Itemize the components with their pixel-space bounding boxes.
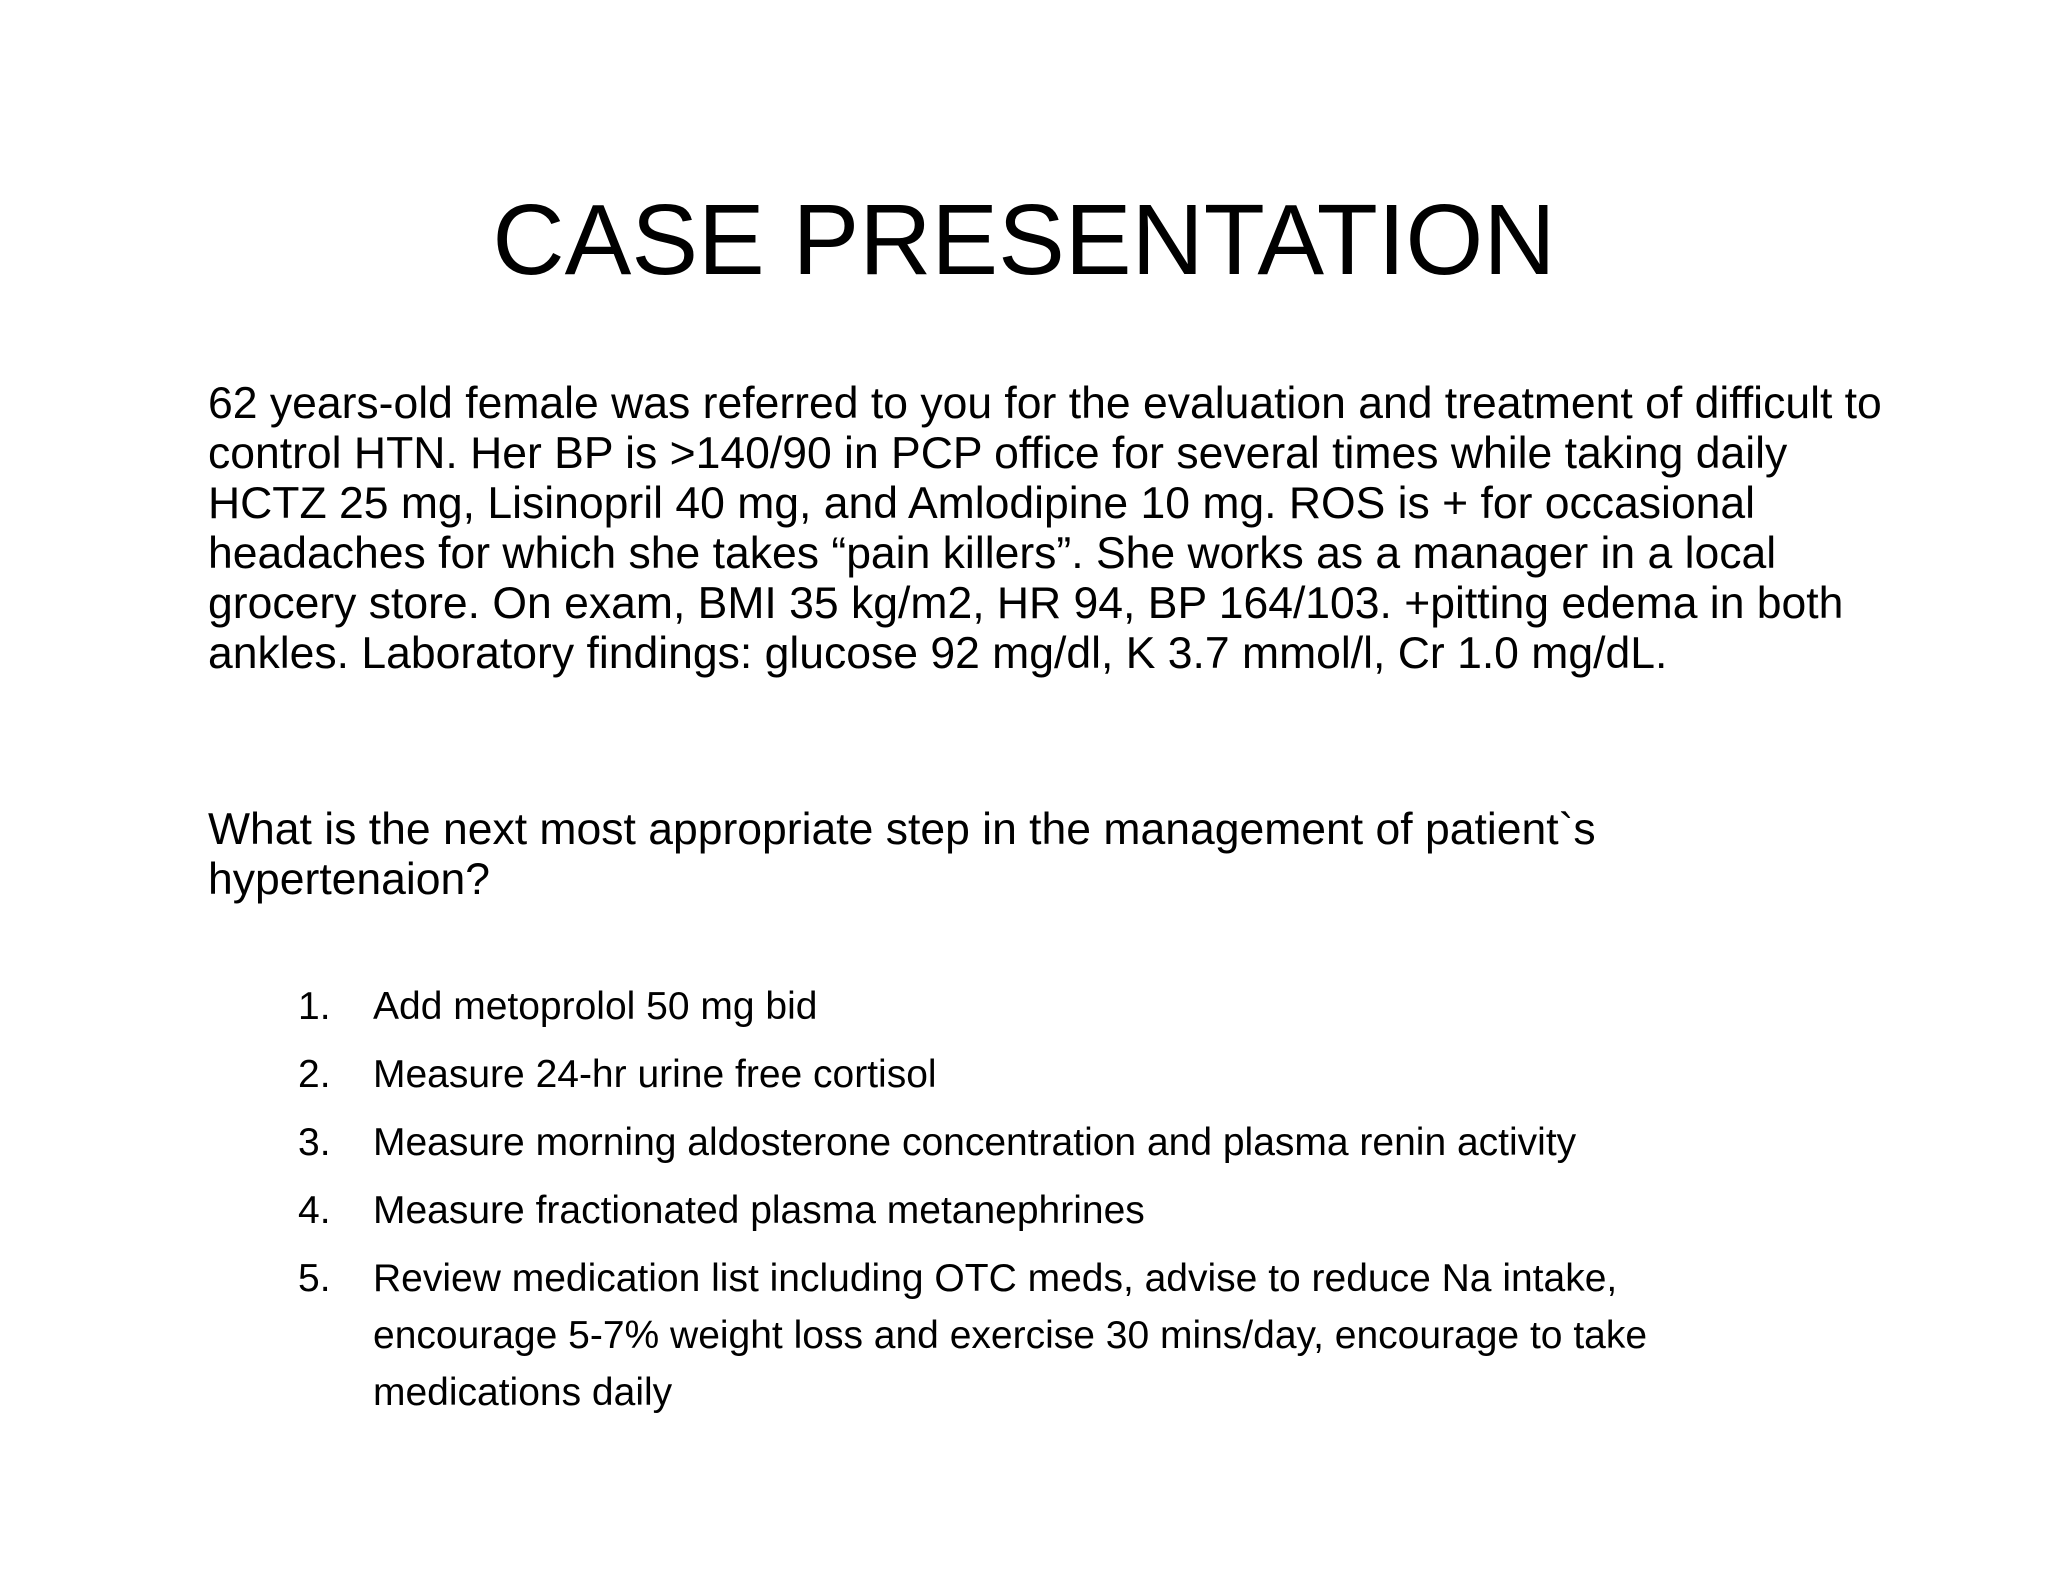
option-text: Measure morning aldosterone concentration and plasma renin activity [373, 1121, 1577, 1164]
question-text: What is the next most appropriate step in the management of patient`s hypertenaion? [208, 805, 1596, 904]
option-number: 5. [298, 1257, 331, 1300]
option-number: 1. [298, 985, 331, 1028]
answer-option-2 [0, 1046, 1773, 1103]
answer-option-5 [0, 1250, 1773, 1421]
option-text: Measure 24-hr urine free cortisol [373, 1053, 937, 1096]
answer-option-4 [0, 1182, 1773, 1239]
answer-options-list [0, 978, 2048, 1432]
option-text: Review medication list including OTC meds, advise to reduce Na intake, encourage 5-7% weight loss and exercise 30 mins/day, encourage to take medications daily [373, 1257, 1648, 1414]
option-number: 2. [298, 1053, 331, 1096]
option-number: 4. [298, 1189, 331, 1232]
option-text: Measure fractionated plasma metanephrines [373, 1189, 1145, 1232]
option-text: Add metoprolol 50 mg bid [373, 985, 818, 1028]
option-number: 3. [298, 1121, 331, 1164]
slide-title: CASE PRESENTATION [492, 184, 1556, 296]
answer-option-1 [0, 978, 1773, 1035]
case-description: 62 years-old female was referred to you for the evaluation and treatment of difficult to control HTN. Her BP is >140/90 in PCP office for several times while taking daily HCTZ 25 mg, Lisinopril 40 mg, and Amlodipine 10 mg. ROS is + for occasional headaches for which she takes “pain killers”. She works as a manager in a local grocery store. On exam, BMI 35 kg/m2, HR 94, BP 164/103. +pitting edema in both ankles. Laboratory findings: glucose 92 mg/dl, K 3.7 mmol/l, Cr 1.0 mg/dL. [208, 379, 1882, 678]
answer-option-3 [0, 1114, 1773, 1171]
